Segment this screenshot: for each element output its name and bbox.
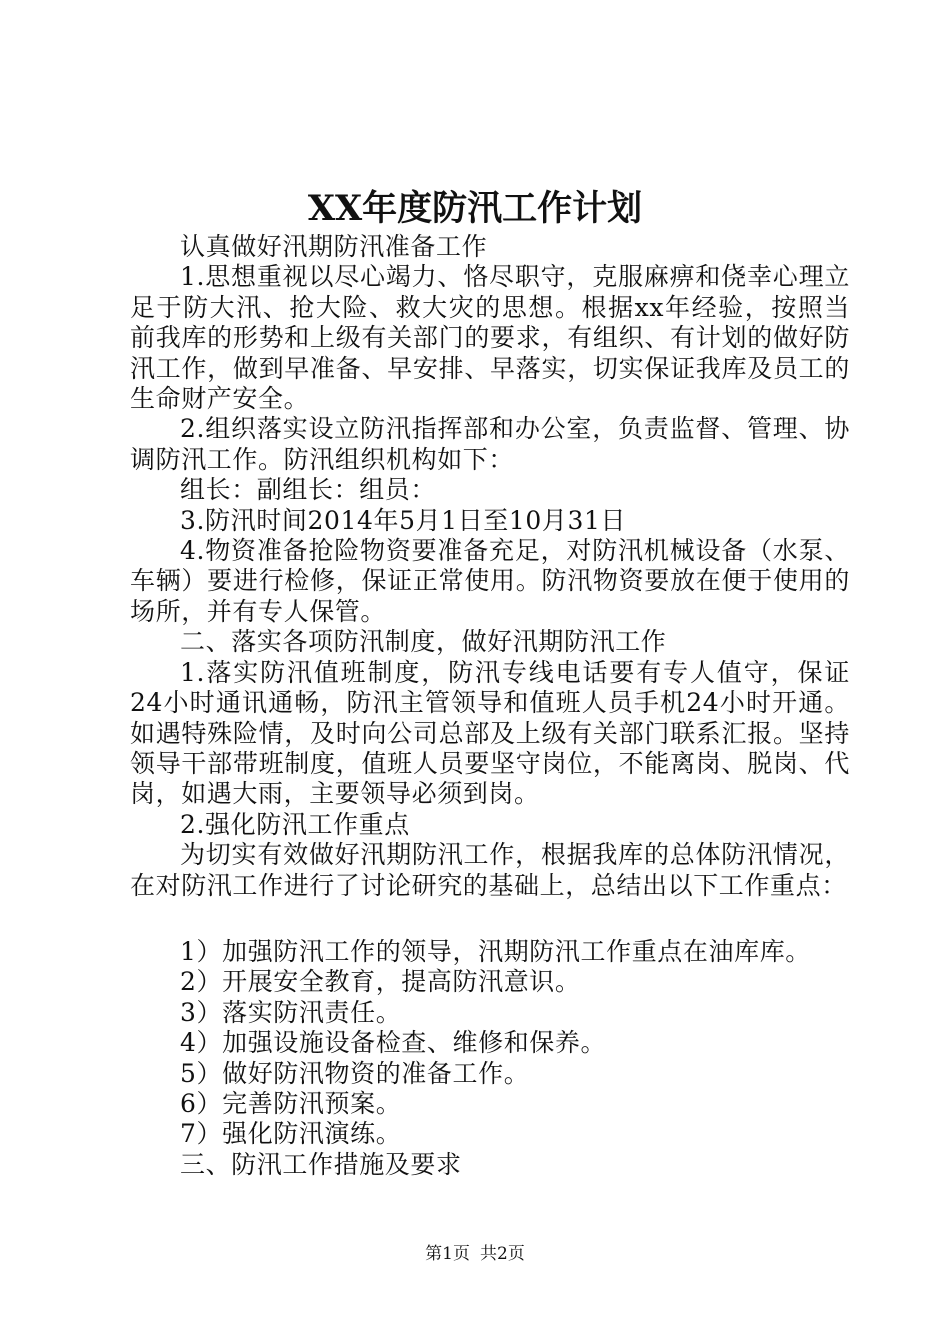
- paragraph: 组长：副组长：组员：: [180, 475, 437, 505]
- paragraph: 2.组织落实设立防汛指挥部和办公室，负责监督、管理、协调防汛工作。防汛组织机构如下：: [130, 414, 850, 474]
- page-total: 共2页: [480, 1244, 525, 1264]
- document-body: [130, 232, 850, 1180]
- paragraph: 3.防汛时间2014年5月1日至10月31日: [180, 505, 627, 535]
- paragraph: 4.物资准备抢险物资要准备充足，对防汛机械设备（水泵、车辆）要进行检修，保证正常使用。防汛物资要放在便于使用的场所，并有专人保管。: [130, 536, 850, 626]
- document-title: XX年度防汛工作计划: [307, 188, 643, 229]
- list-item: 3）落实防汛责任。: [180, 997, 402, 1027]
- section-heading: 三、防汛工作措施及要求: [180, 1149, 462, 1179]
- list-item: 1）加强防汛工作的领导，汛期防汛工作重点在油库库。: [180, 936, 811, 966]
- paragraph-spacer: [130, 901, 850, 937]
- page-number: 第1页: [425, 1244, 470, 1264]
- page-footer: [0, 1242, 950, 1266]
- paragraph: 1.思想重视以尽心竭力、恪尽职守，克服麻痹和侥幸心理立足于防大汛、抢大险、救大灾的思想。根据xx年经验，按照当前我库的形势和上级有关部门的要求，有组织、有计划的做好防汛工作，做到早准备、早安排、早落实，切实保证我库及员工的生命财产安全。: [130, 262, 850, 414]
- list-item: 4）加强设施设备检查、维修和保养。: [180, 1028, 607, 1058]
- paragraph: 为切实有效做好汛期防汛工作，根据我库的总体防汛情况，在对防汛工作进行了讨论研究的基础上，总结出以下工作重点：: [130, 840, 850, 900]
- paragraph: 1.落实防汛值班制度，防汛专线电话要有专人值守，保证24小时通讯通畅，防汛主管领导和值班人员手机24小时开通。如遇特殊险情，及时向公司总部及上级有关部门联系汇报。坚持领导干部带班制度，值班人员要坚守岗位，不能离岗、脱岗、代岗，如遇大雨，主要领导必须到岗。: [130, 657, 850, 809]
- list-item: 5）做好防汛物资的准备工作。: [180, 1058, 530, 1088]
- list-item: 7）强化防汛演练。: [180, 1119, 402, 1149]
- section-heading: 二、落实各项防汛制度，做好汛期防汛工作: [180, 627, 667, 657]
- list-item: 6）完善防汛预案。: [180, 1088, 402, 1118]
- section-heading: 认真做好汛期防汛准备工作: [180, 232, 488, 261]
- list-item: 2）开展安全教育，提高防汛意识。: [180, 967, 581, 997]
- paragraph: 2.强化防汛工作重点: [180, 809, 410, 839]
